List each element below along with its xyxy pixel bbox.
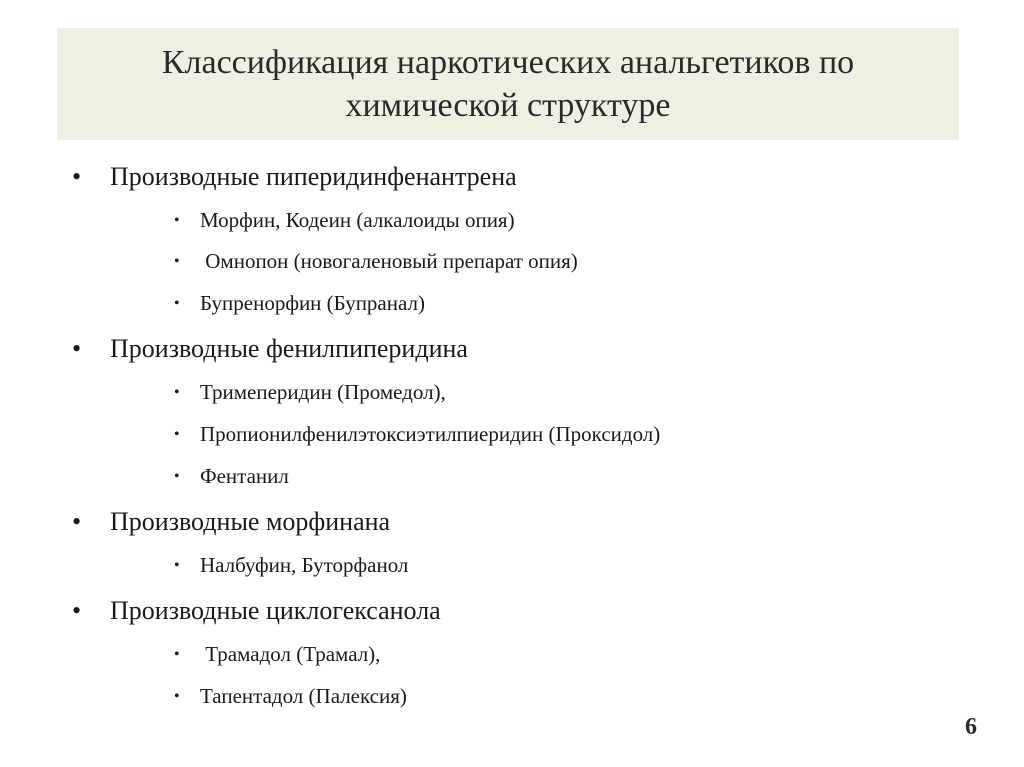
bullet-icon: • (174, 646, 180, 663)
bullet-icon: • (174, 384, 180, 401)
bullet-icon: • (174, 295, 180, 312)
list-item-label: Трамадол (Трамал), (200, 642, 381, 666)
bullet-icon: • (174, 253, 180, 270)
group-heading-piperidinephenanthrene (72, 162, 517, 192)
list-item (174, 683, 407, 710)
bullet-icon: • (72, 162, 82, 191)
bullet-icon: • (72, 507, 82, 536)
slide-title: Классификация наркотических анальгетиков по химической структуре (161, 44, 855, 124)
list-item-label: Тапентадол (Палексия) (200, 684, 407, 708)
list-item-label: Бупренорфин (Бупранал) (200, 291, 425, 315)
group-heading-label: Производные пиперидинфенантрена (110, 162, 517, 191)
list-item-label: Пропионилфенилэтоксиэтилпиеридин (Проксидол) (200, 422, 661, 446)
bullet-icon: • (72, 596, 82, 625)
bullet-icon: • (174, 688, 180, 705)
group-heading-label: Производные морфинана (110, 507, 391, 536)
list-item (174, 421, 660, 448)
list-item (174, 290, 425, 317)
page-number: 6 (965, 714, 977, 740)
group-heading-cyclohexanol (72, 596, 441, 626)
list-item (174, 248, 578, 275)
list-item-label: Морфин, Кодеин (алкалоиды опия) (200, 208, 515, 232)
bullet-icon: • (174, 212, 180, 229)
group-heading-phenylpiperidine (72, 334, 468, 364)
list-item (174, 463, 289, 490)
list-item (174, 552, 408, 579)
bullet-icon: • (174, 426, 180, 443)
list-item-label: Налбуфин, Буторфанол (200, 553, 409, 577)
list-item-label: Фентанил (200, 464, 289, 488)
list-item-label: Омнопон (новогаленовый препарат опия) (200, 249, 578, 273)
group-heading-morphinan (72, 507, 390, 537)
group-heading-label: Производные циклогексанола (110, 596, 441, 625)
bullet-icon: • (72, 334, 82, 363)
list-item (174, 641, 380, 668)
bullet-icon: • (174, 468, 180, 485)
bullet-icon: • (174, 557, 180, 574)
list-item (174, 379, 446, 406)
group-heading-label: Производные фенилпиперидина (110, 334, 468, 363)
list-item (174, 207, 515, 234)
list-item-label: Тримеперидин (Промедол), (200, 380, 446, 404)
